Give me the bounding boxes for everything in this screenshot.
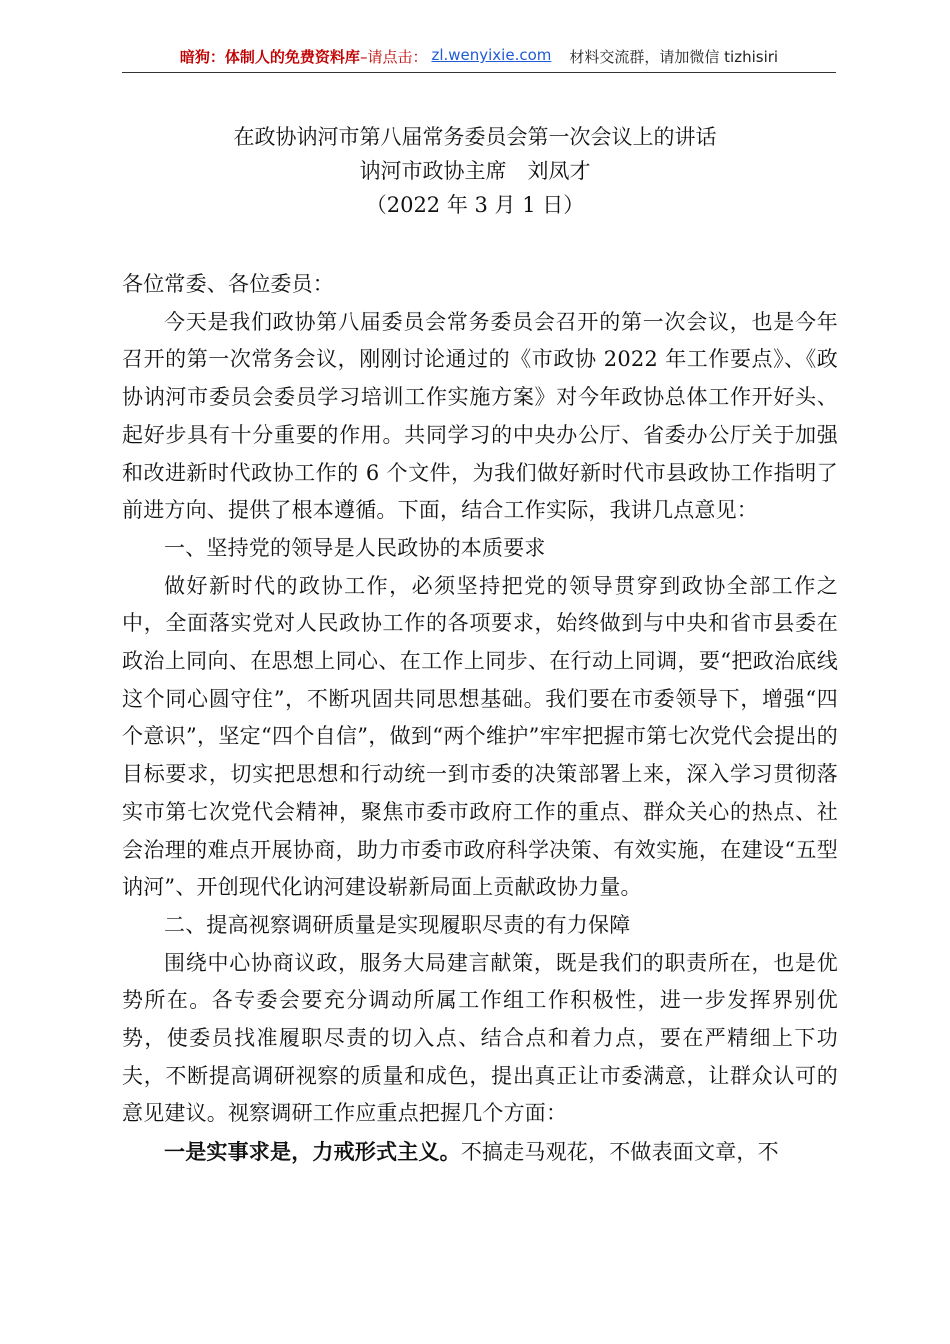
- header-link[interactable]: zl.wenyixie.com: [431, 46, 552, 64]
- header-group-info: 材料交流群，请加微信 tizhisiri: [569, 48, 779, 66]
- document-date: （2022 年 3 月 1 日）: [365, 193, 585, 217]
- document-title-block: [0, 120, 950, 222]
- section-1-paragraph: 做好新时代的政协工作，必须坚持把党的领导贯穿到政协全部工作之中，全面落实党对人民政协工作的各项要求，始终做到与中央和省市县委在政治上同向、在思想上同心、在工作上同步、在行动上同调，要“把政治底线这个同心圆守住”，不断巩固共同思想基础。我们要在市委领导下，增强“四个意识”，坚定“四个自信”，做到“两个维护”牢牢把握市第七次党代会提出的目标要求，切实把思想和行动统一到市委的决策部署上来，深入学习贯彻落实市第七次党代会精神，聚焦市委市政府工作的重点、群众关心的热点、社会治理的难点开展协商，助力市委市政府科学决策、有效实施，在建设“五型讷河”、开创现代化讷河建设崭新局面上贡献政协力量。: [122, 573, 838, 900]
- document-body: [122, 266, 838, 1172]
- header-brand: 暗狗：体制人的免费资料库: [179, 48, 360, 66]
- header-prompt: –请点击：: [359, 48, 428, 66]
- page-header: [122, 46, 836, 73]
- document-speaker: 讷河市政协主席 刘凤才: [359, 159, 591, 183]
- section-2-heading: 二、提高视察调研质量是实现履职尽责的有力保障: [164, 912, 631, 937]
- section-1-heading: 一、坚持党的领导是人民政协的本质要求: [164, 535, 546, 560]
- point-1-text: 不搞走马观花，不做表面文章，不: [460, 1140, 779, 1165]
- point-1-lead: 一是实事求是，力戒形式主义。: [164, 1139, 461, 1165]
- section-2-paragraph: 围绕中心协商议政，服务大局建言献策，既是我们的职责所在，也是优势所在。各专委会要充分调动所属工作组工作积极性，进一步发挥界别优势，使委员找准履职尽责的切入点、结合点和着力点，要在严精细上下功夫，不断提高调研视察的质量和成色，提出真正让市委满意，让群众认可的意见建议。视察调研工作应重点把握几个方面：: [122, 950, 838, 1126]
- intro-paragraph: 今天是我们政协第八届委员会常务委员会召开的第一次会议，也是今年召开的第一次常务会议，刚刚讨论通过的《市政协 2022 年工作要点》、《政协讷河市委员会委员学习培训工作实施方案》对今年政协总体工作开好头、起好步具有十分重要的作用。共同学习的中央办公厅、省委办公厅关于加强和改进新时代政协工作的 6 个文件，为我们做好新时代市县政协工作指明了前进方向、提供了根本遵循。下面，结合工作实际，我讲几点意见：: [122, 309, 838, 523]
- point-1-paragraph: [122, 1133, 838, 1172]
- salutation: 各位常委、各位委员：: [122, 272, 334, 296]
- document-title: 在政协讷河市第八届常务委员会第一次会议上的讲话: [233, 125, 717, 149]
